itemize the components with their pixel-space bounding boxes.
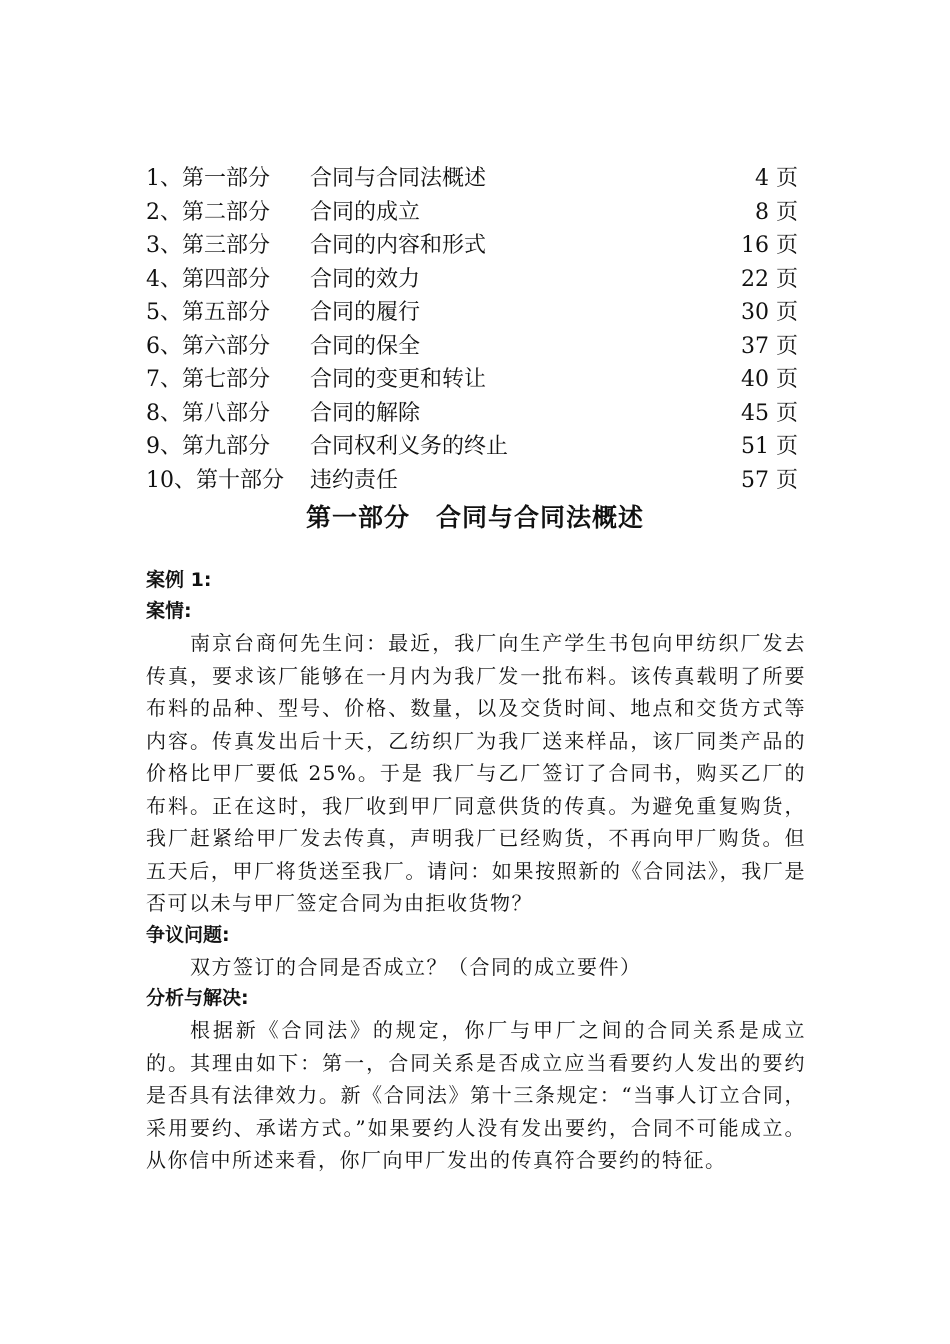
analysis-paragraph: 根据新《合同法》的规定，你厂与甲厂之间的合同关系是成立的。其理由如下：第一，合同关系是否成立应当看要约人发出的要约是否具有法律效力。新《合同法》第十三条规定：“当事人订立合同，采用要约、承诺方式。”如果要约人没有发出要约，合同不可能成立。从你信中所述来看，你厂向甲厂发出的传真符合要约的特征。: [146, 1018, 806, 1172]
toc-entry[interactable]: [146, 263, 798, 297]
issue-label: 争议问题:: [146, 923, 230, 946]
toc-entry-number: 1、: [146, 166, 182, 191]
toc-entry-page: 4 页: [755, 166, 798, 191]
toc-entry-number: 4、: [146, 266, 182, 292]
toc-entry-number: 8、: [146, 400, 182, 426]
analysis-label: 分析与解决:: [146, 987, 249, 1009]
toc-entry-part: 第七部分: [182, 367, 271, 392]
table-of-contents: [146, 162, 798, 497]
toc-entry-page: 45 页: [741, 400, 798, 426]
toc-entry-part: 第十部分: [196, 467, 285, 493]
toc-entry[interactable]: [146, 363, 798, 397]
toc-entry-page: 37 页: [741, 333, 798, 359]
toc-entry-page: 22 页: [741, 266, 798, 292]
toc-entry-page: 8 页: [755, 199, 798, 225]
toc-entry-number: 6、: [146, 333, 182, 359]
toc-entry-number: 10、: [146, 467, 196, 493]
toc-entry-part: 第一部分: [182, 166, 271, 191]
toc-entry-page: 16 页: [741, 233, 798, 258]
toc-entry-title: 合同的内容和形式: [310, 233, 487, 258]
toc-entry-page: 51 页: [741, 434, 798, 459]
facts-label: 案情:: [146, 600, 192, 622]
toc-entry[interactable]: [146, 229, 798, 263]
toc-entry[interactable]: [146, 330, 798, 364]
toc-entry-title: 合同的成立: [310, 199, 421, 225]
toc-entry[interactable]: [146, 430, 798, 464]
toc-entry-part: 第八部分: [182, 400, 271, 426]
toc-entry-page: 57 页: [741, 467, 798, 493]
toc-entry-number: 5、: [146, 300, 182, 325]
toc-entry-part: 第九部分: [182, 434, 271, 459]
toc-entry-title: 合同的保全: [310, 333, 421, 359]
toc-entry-number: 2、: [146, 199, 182, 225]
toc-entry[interactable]: [146, 464, 798, 498]
toc-entry[interactable]: [146, 162, 798, 196]
toc-entry[interactable]: [146, 196, 798, 230]
facts-paragraph: 南京台商何先生问：最近，我厂向生产学生书包向甲纺织厂发去传真，要求该厂能够在一月内为我厂发一批布料。该传真载明了所要布料的品种、型号、价格、数量，以及交货时间、地点和交货方式等内容。传真发出后十天，乙纺织厂为我厂送来样品，该厂同类产品的价格比甲厂要低 25%。于是 我厂与乙厂签订了合同书，购买乙厂的布料。正在这时，我厂收到甲厂同意供货的传真。为避免重复购货，我厂赶紧给甲厂发去传真，声明我厂已经购货，不再向甲厂购货。但五天后，甲厂将货送至我厂。请问：如果按照新的《合同法》，我厂是否可以未与甲厂签定合同为由拒收货物？: [146, 631, 806, 915]
toc-entry-number: 9、: [146, 434, 182, 459]
toc-entry-number: 7、: [146, 367, 182, 392]
toc-entry-title: 合同权利义务的终止: [310, 434, 509, 459]
case-content: [146, 565, 806, 1177]
toc-entry-part: 第三部分: [182, 233, 271, 258]
toc-entry-title: 合同的履行: [310, 300, 421, 325]
toc-entry-title: 违约责任: [310, 467, 399, 493]
toc-entry-part: 第二部分: [182, 199, 271, 225]
toc-entry-title: 合同与合同法概述: [310, 166, 487, 191]
toc-entry-title: 合同的解除: [310, 400, 421, 426]
toc-entry[interactable]: [146, 397, 798, 431]
toc-entry-number: 3、: [146, 233, 182, 258]
case-label: 案例 1:: [146, 569, 212, 591]
toc-entry-part: 第五部分: [182, 300, 271, 325]
issue-paragraph: 双方签订的合同是否成立？（合同的成立要件）: [190, 954, 642, 979]
section-heading: 第一部分 合同与合同法概述: [305, 503, 644, 532]
toc-entry-part: 第四部分: [182, 266, 271, 292]
toc-entry-title: 合同的变更和转让: [310, 367, 487, 392]
toc-entry-page: 30 页: [741, 300, 798, 325]
toc-entry-part: 第六部分: [182, 333, 271, 359]
toc-entry-page: 40 页: [741, 367, 798, 392]
toc-entry[interactable]: [146, 296, 798, 330]
toc-entry-title: 合同的效力: [310, 266, 421, 292]
